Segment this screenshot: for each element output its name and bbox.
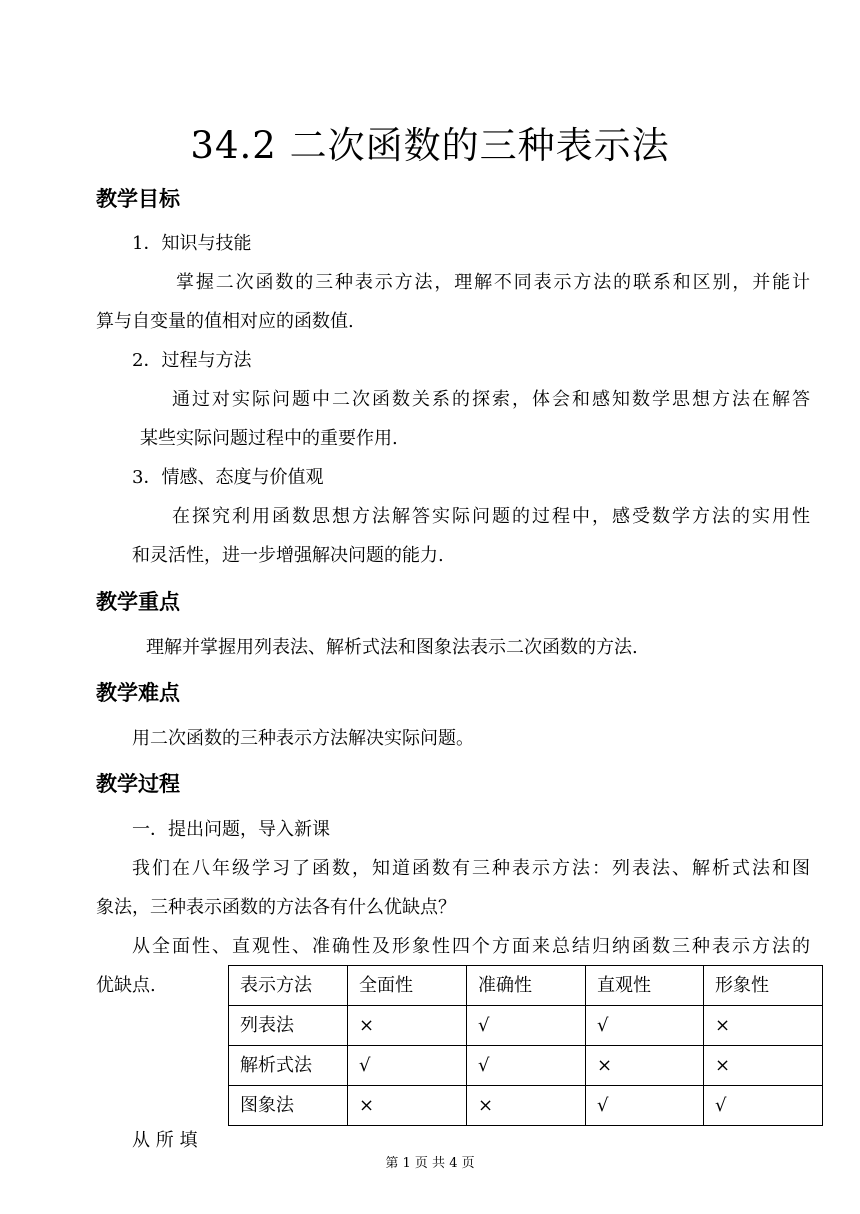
table-cell: √ (467, 1046, 586, 1086)
table-row (229, 1006, 823, 1046)
heading-key-points: 教学重点 (96, 590, 180, 614)
page-footer: 第 1 页 共 4 页 (385, 1156, 475, 1171)
process-para1-line2: 象法，三种表示函数的方法各有什么优缺点？ (96, 897, 456, 918)
table-header-cell: 表示方法 (229, 966, 348, 1006)
process-para3-start: 从 所 填 (132, 1130, 198, 1151)
heading-difficulties: 教学难点 (96, 681, 180, 705)
heading-process: 教学过程 (96, 772, 180, 796)
goal-3-label: 3．情感、态度与价值观 (132, 467, 324, 488)
table-cell: √ (586, 1006, 704, 1046)
table-cell: √ (348, 1046, 467, 1086)
table-header-cell: 全面性 (348, 966, 467, 1006)
process-para2-line1: 从全面性、直观性、准确性及形象性四个方面来总结归纳函数三种表示方法的 (132, 936, 810, 957)
table-cell: √ (467, 1006, 586, 1046)
goal-3-text-line1: 在探究利用函数思想方法解答实际问题的过程中，感受数学方法的实用性 (172, 506, 810, 527)
table-cell: × (467, 1086, 586, 1126)
process-para1-line1: 我们在八年级学习了函数，知道函数有三种表示方法：列表法、解析式法和图 (132, 858, 810, 879)
goal-2-label: 2．过程与方法 (132, 350, 252, 371)
table-cell: × (348, 1006, 467, 1046)
table-cell: × (586, 1046, 704, 1086)
table-header-cell: 直观性 (586, 966, 704, 1006)
goal-1-text-line1: 掌握二次函数的三种表示方法，理解不同表示方法的联系和区别，并能计 (176, 272, 810, 293)
table-cell: 图象法 (229, 1086, 348, 1126)
goal-1-text-line2: 算与自变量的值相对应的函数值. (96, 311, 354, 332)
table-header-row (229, 966, 823, 1006)
table-cell: √ (704, 1086, 823, 1126)
goal-3-text-line2: 和灵活性，进一步增强解决问题的能力. (132, 545, 444, 566)
document-title: 34.2 二次函数的三种表示法 (190, 124, 670, 167)
table-header-cell: 形象性 (704, 966, 823, 1006)
table-cell: 解析式法 (229, 1046, 348, 1086)
table-row (229, 1046, 823, 1086)
table-cell: × (348, 1086, 467, 1126)
comparison-table (228, 965, 823, 1126)
goal-1-label: 1．知识与技能 (132, 233, 252, 254)
process-para2-line2: 优缺点. (96, 975, 156, 996)
table-cell: × (704, 1006, 823, 1046)
table-cell: × (704, 1046, 823, 1086)
heading-goals: 教学目标 (96, 187, 180, 211)
goal-2-text-line2: 某些实际问题过程中的重要作用. (140, 428, 398, 449)
table-header-cell: 准确性 (467, 966, 586, 1006)
table-row (229, 1086, 823, 1126)
process-step-1: 一．提出问题，导入新课 (132, 819, 330, 840)
table-cell: 列表法 (229, 1006, 348, 1046)
difficulties-text: 用二次函数的三种表示方法解决实际问题。 (132, 728, 474, 749)
key-points-text: 理解并掌握用列表法、解析式法和图象法表示二次函数的方法. (146, 637, 638, 658)
goal-2-text-line1: 通过对实际问题中二次函数关系的探索，体会和感知数学思想方法在解答 (172, 389, 810, 410)
table-cell: √ (586, 1086, 704, 1126)
